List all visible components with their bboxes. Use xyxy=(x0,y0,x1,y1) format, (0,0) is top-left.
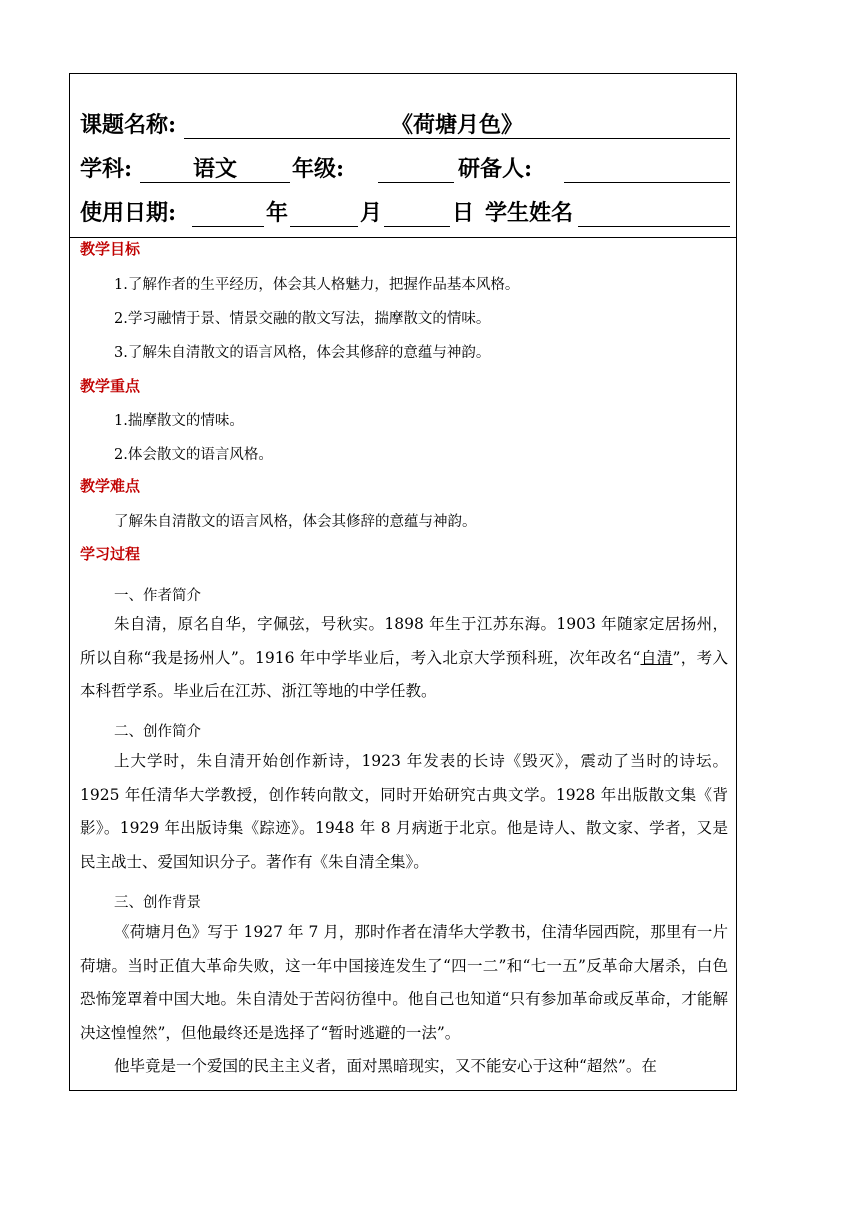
date-label: 使用日期: xyxy=(80,200,177,226)
author-intro-text-a: 朱自清，原名自华，字佩弦，号秋实。1898 年生于江苏东海。1903 年随家定居扬州，所以自称“我是扬州人”。1916 年中学毕业后，考入北京大学预科班，次年改名“ xyxy=(80,615,728,667)
author-intro-underlined: 自清 xyxy=(640,648,673,667)
author-intro-heading: 一、作者简介 xyxy=(114,588,201,604)
author-intro-text-b: ”，考入本科哲学系。毕业后在江苏、浙江等地的中学任教。 xyxy=(80,648,728,700)
worksheet-table xyxy=(69,73,737,1091)
year-field[interactable] xyxy=(192,198,264,227)
subject-label: 学科: xyxy=(80,156,133,182)
objective-item-1: 1.了解作者的生平经历，体会其人格魅力，把握作品基本风格。 xyxy=(114,277,520,293)
day-label: 日 xyxy=(452,200,475,226)
topic-value: 《荷塘月色》 xyxy=(390,112,523,138)
key-point-item-2: 2.体会散文的语言风格。 xyxy=(114,447,273,463)
difficulties-heading: 教学难点 xyxy=(80,477,141,495)
author-intro-paragraph xyxy=(80,608,728,709)
key-points-heading: 教学重点 xyxy=(80,377,141,395)
objectives-heading: 教学目标 xyxy=(80,240,141,258)
topic-row xyxy=(80,110,730,140)
creation-intro-heading: 二、创作简介 xyxy=(114,724,201,740)
background-paragraph-2: 他毕竟是一个爱国的民主主义者，面对黑暗现实，又不能安心于这种“超然”。在 xyxy=(114,1057,657,1075)
subject-value: 语文 xyxy=(192,156,237,182)
worksheet-header xyxy=(70,74,736,238)
subject-field[interactable] xyxy=(140,154,290,183)
month-field[interactable] xyxy=(290,198,358,227)
objective-item-2: 2.学习融情于景、情景交融的散文写法，揣摩散文的情味。 xyxy=(114,311,491,327)
month-label: 月 xyxy=(360,200,383,226)
preparer-field[interactable] xyxy=(564,154,730,183)
objective-item-3: 3.了解朱自清散文的语言风格，体会其修辞的意蕴与神韵。 xyxy=(114,345,491,361)
creation-intro-paragraph: 上大学时，朱自清开始创作新诗，1923 年发表的长诗《毁灭》，震动了当时的诗坛。1925 年任清华大学教授，创作转向散文，同时开始研究古典文学。1928 年出版散文集《背影》。1929 年出版诗集《踪迹》。1948 年 8 月病逝于北京。他是诗人、散文家、学者，又是民主战士、爱国知识分子。著作有《朱自清全集》。 xyxy=(80,752,728,871)
day-field[interactable] xyxy=(384,198,450,227)
preparer-label: 研备人: xyxy=(458,156,533,182)
difficulties-text: 了解朱自清散文的语言风格，体会其修辞的意蕴与神韵。 xyxy=(114,514,477,530)
date-row xyxy=(80,198,730,228)
grade-field[interactable] xyxy=(378,154,454,183)
key-point-item-1: 1.揣摩散文的情味。 xyxy=(114,413,244,429)
student-name-label: 学生姓名 xyxy=(485,200,574,226)
topic-label: 课题名称: xyxy=(80,112,177,138)
topic-field[interactable] xyxy=(184,110,730,139)
grade-label: 年级: xyxy=(292,156,345,182)
student-name-field[interactable] xyxy=(578,198,730,227)
year-label: 年 xyxy=(266,200,289,226)
process-heading: 学习过程 xyxy=(80,545,141,563)
background-heading: 三、创作背景 xyxy=(114,895,201,911)
background-paragraph-1: 《荷塘月色》写于 1927 年 7 月，那时作者在清华大学教书，住清华园西院，那里有一片荷塘。当时正值大革命失败，这一年中国接连发生了“四一二”和“七一五”反革命大屠杀，白色恐怖笼罩着中国大地。朱自清处于苦闷彷徨中。他自己也知道“只有参加革命或反革命，才能解决这惶惶然”，但他最终还是选择了“暂时逃避的一法”。 xyxy=(80,923,728,1042)
subject-row xyxy=(80,154,730,184)
